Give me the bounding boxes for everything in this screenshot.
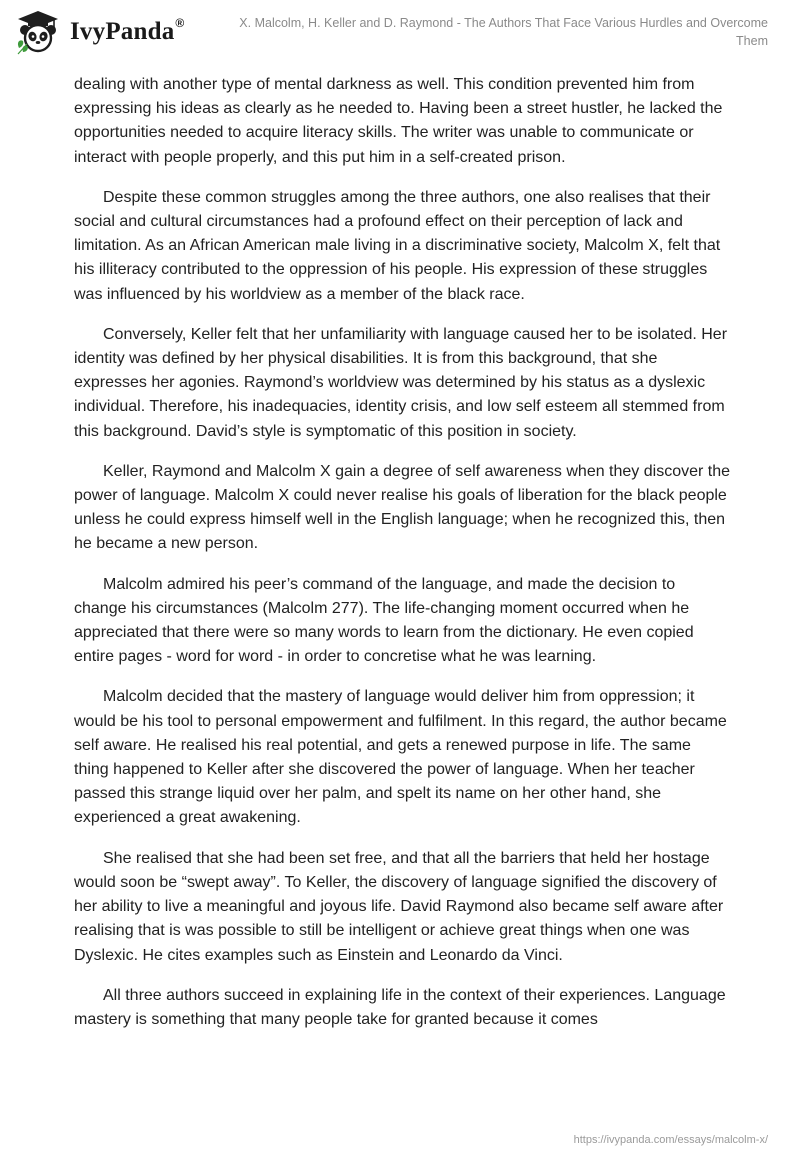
paragraph: All three authors succeed in explaining life in the context of their experiences. Language mastery is something that many people take for granted because it comes bbox=[74, 986, 726, 1028]
paragraph: Keller, Raymond and Malcolm X gain a degree of self awareness when they discover the power of language. Malcolm X could never realise his goals of liberation for the black people unless he could express himself well in the English language; when he recognized this, then he became a new person. bbox=[74, 462, 731, 553]
paragraph: Conversely, Keller felt that her unfamiliarity with language caused her to be isolated. Her identity was defined by her physical disabilities. It is from this background, that she expresses her agonies. Raymond’s worldview was determined by his status as a dyslexic individual. Therefore, his inadequacies, identity crisis, and low self esteem all stemmed from this background. David’s style is symptomatic of this position in society. bbox=[74, 325, 728, 440]
essay-body bbox=[74, 73, 730, 1048]
panda-graduate-icon bbox=[14, 8, 62, 56]
registered-mark: ® bbox=[175, 16, 185, 30]
page-header bbox=[0, 0, 800, 70]
document-title: X. Malcolm, H. Keller and D. Raymond - The Authors That Face Various Hurdles and Overcome Them bbox=[239, 16, 768, 48]
paragraph: dealing with another type of mental darkness as well. This condition prevented him from expressing his ideas as clearly as he needed to. Having been a street hustler, he lacked the opportunities needed to acquire literacy skills. The writer was unable to communicate or interact with people properly, and this put him in a self-created prison. bbox=[74, 76, 723, 166]
paragraph: Despite these common struggles among the three authors, one also realises that their social and cultural circumstances had a profound effect on their perception of lack and limitation. As an African American male living in a discriminative society, Malcolm X, felt that his illiteracy contributed to the oppression of his people. His expression of these struggles was influenced by his worldview as a member of the black race. bbox=[74, 188, 721, 303]
logo-text: IvyPanda bbox=[70, 18, 175, 45]
logo-wordmark bbox=[70, 18, 184, 46]
paragraph: Malcolm admired his peer’s command of the language, and made the decision to change his circumstances (Malcolm 277). The life-changing moment occurred when he appreciated that there were so many words to learn from the dictionary. He even copied entire pages - word for word - in order to concretise what he was learning. bbox=[74, 575, 694, 666]
paragraph: She realised that she had been set free, and that all the barriers that held her hostage would soon be “swept away”. To Keller, the discovery of language signified the discovery of her ability to live a meaningful and joyous life. David Raymond also became self aware after realising that is was possible to still be intelligent or achieve great things when one was Dyslexic. He cites examples such as Einstein and Leonardo da Vinci. bbox=[74, 849, 724, 964]
source-url[interactable]: https://ivypanda.com/essays/malcolm-x/ bbox=[573, 1134, 768, 1146]
paragraph: Malcolm decided that the mastery of language would deliver him from oppression; it would be his tool to personal empowerment and fulfilment. In this regard, the author became self aware. He realised his real potential, and gets a renewed purpose in life. The same thing happened to Keller after she discovered the power of language. When her teacher passed this strange liquid over her palm, and spelt its name on her other hand, she experienced a great awakening. bbox=[74, 688, 727, 827]
ivypanda-logo[interactable] bbox=[14, 8, 184, 56]
